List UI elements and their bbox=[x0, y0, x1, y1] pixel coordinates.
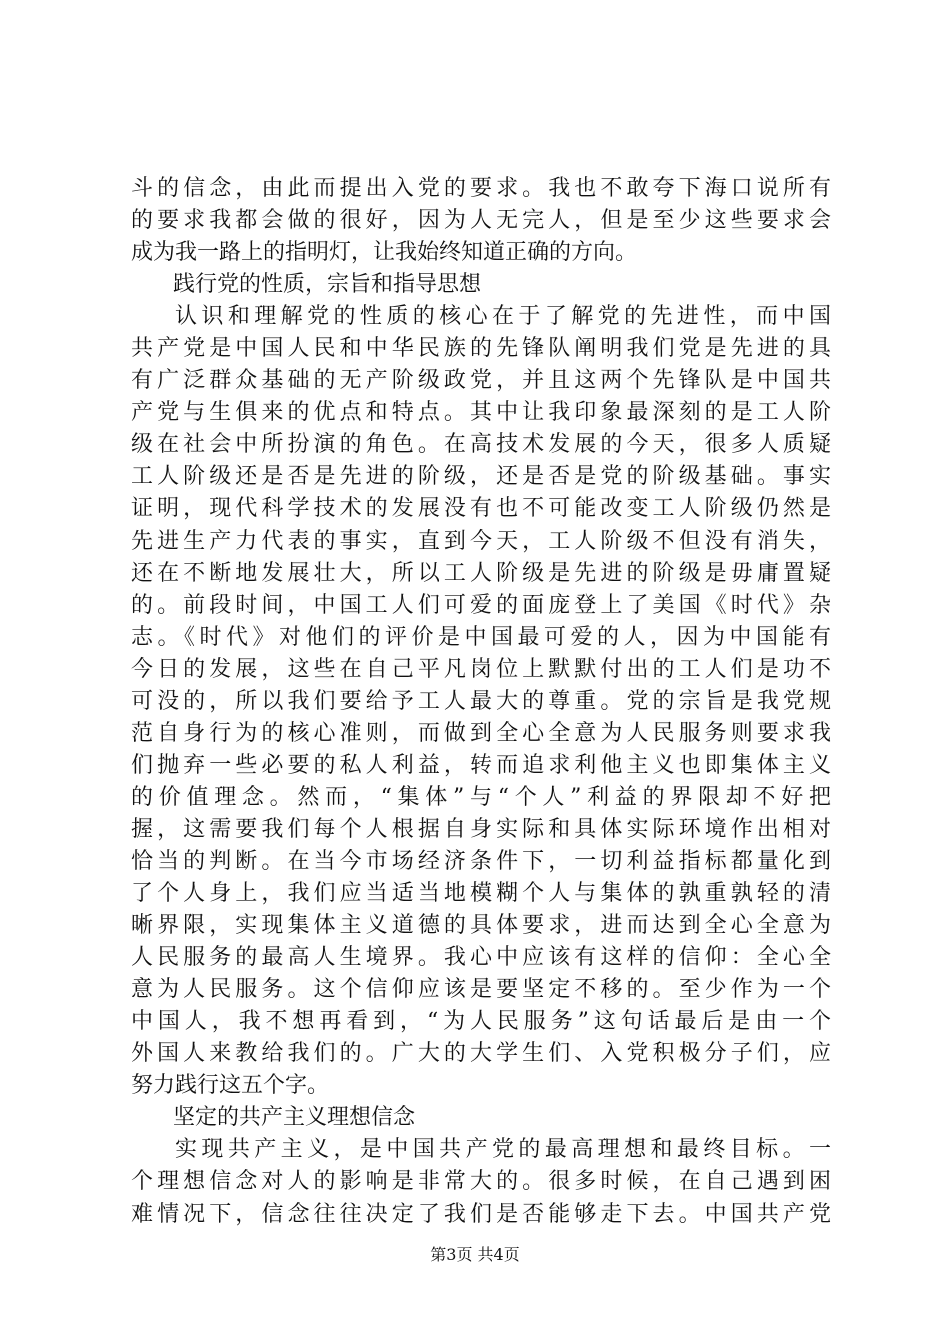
section-heading: 坚定的共产主义理想信念 bbox=[173, 1105, 416, 1131]
paragraph-line: 意为人民服务。这个信仰应该是要坚定不移的。至少作为一个 bbox=[131, 977, 831, 1003]
paragraph-line: 恰当的判断。在当今市场经济条件下，一切利益指标都量化到 bbox=[131, 848, 831, 874]
paragraph-line: 斗的信念，由此而提出入党的要求。我也不敢夸下海口说所有 bbox=[131, 176, 831, 201]
paragraph-line: 共产党是中国人民和中华民族的先锋队阐明我们党是先进的具 bbox=[131, 336, 831, 362]
paragraph-line: 范自身行为的核心准则，而做到全心全意为人民服务则要求我 bbox=[131, 720, 831, 746]
paragraph-line: 个理想信念对人的影响是非常大的。很多时候，在自己遇到困 bbox=[131, 1169, 831, 1195]
paragraph-line: 产党与生俱来的优点和特点。其中让我印象最深刻的是工人阶 bbox=[131, 400, 831, 426]
paragraph-line: 证明，现代科学技术的发展没有也不可能改变工人阶级仍然是 bbox=[131, 496, 831, 522]
paragraph-line: 志。《时代》对他们的评价是中国最可爱的人，因为中国能有 bbox=[131, 624, 831, 650]
paragraph-line: 工人阶级还是否是先进的阶级，还是否是党的阶级基础。事实 bbox=[131, 464, 831, 490]
paragraph-line: 中国人，我不想再看到，“为人民服务”这句话最后是由一个 bbox=[131, 1009, 831, 1035]
paragraph-line: 今日的发展，这些在自己平凡岗位上默默付出的工人们是功不 bbox=[131, 656, 831, 682]
paragraph-line: 晰界限，实现集体主义道德的具体要求，进而达到全心全意为 bbox=[131, 913, 831, 939]
document-body bbox=[131, 173, 831, 1231]
paragraph-line: 先进生产力代表的事实，直到今天，工人阶级不但没有消失， bbox=[131, 528, 831, 554]
paragraph-line: 们抛弃一些必要的私人利益，转而追求利他主义也即集体主义 bbox=[131, 752, 831, 778]
paragraph-line: 握，这需要我们每个人根据自身实际和具体实际环境作出相对 bbox=[131, 816, 831, 842]
paragraph-line: 的。前段时间，中国工人们可爱的面庞登上了美国《时代》杂 bbox=[131, 592, 831, 618]
paragraph-line: 的价值理念。然而，“集体”与“个人”利益的界限却不好把 bbox=[131, 784, 831, 810]
paragraph-line: 的要求我都会做的很好，因为人无完人，但是至少这些要求会 bbox=[131, 208, 831, 234]
paragraph-line: 人民服务的最高人生境界。我心中应该有这样的信仰：全心全 bbox=[131, 945, 831, 971]
paragraph-line: 还在不断地发展壮大，所以工人阶级是先进的阶级是毋庸置疑 bbox=[131, 560, 831, 586]
paragraph-line: 了个人身上，我们应当适当地模糊个人与集体的孰重孰轻的清 bbox=[131, 881, 831, 907]
paragraph-line: 实现共产主义，是中国共产党的最高理想和最终目标。一 bbox=[175, 1137, 831, 1163]
paragraph-line: 外国人来教给我们的。广大的大学生们、入党积极分子们，应 bbox=[131, 1041, 831, 1067]
paragraph-line: 努力践行这五个字。 bbox=[131, 1073, 330, 1099]
paragraph-line: 难情况下，信念往往决定了我们是否能够走下去。中国共产党 bbox=[131, 1201, 831, 1227]
paragraph-line: 认识和理解党的性质的核心在于了解党的先进性，而中国 bbox=[175, 304, 831, 330]
section-heading: 践行党的性质，宗旨和指导思想 bbox=[173, 272, 482, 298]
page-footer: 第3页 共4页 bbox=[430, 1245, 520, 1264]
paragraph-line: 有广泛群众基础的无产阶级政党，并且这两个先锋队是中国共 bbox=[131, 368, 831, 394]
paragraph-line: 级在社会中所扮演的角色。在高技术发展的今天，很多人质疑 bbox=[131, 432, 831, 458]
paragraph-line: 成为我一路上的指明灯，让我始终知道正确的方向。 bbox=[131, 240, 638, 266]
paragraph-line: 可没的，所以我们要给予工人最大的尊重。党的宗旨是我党规 bbox=[131, 688, 831, 714]
